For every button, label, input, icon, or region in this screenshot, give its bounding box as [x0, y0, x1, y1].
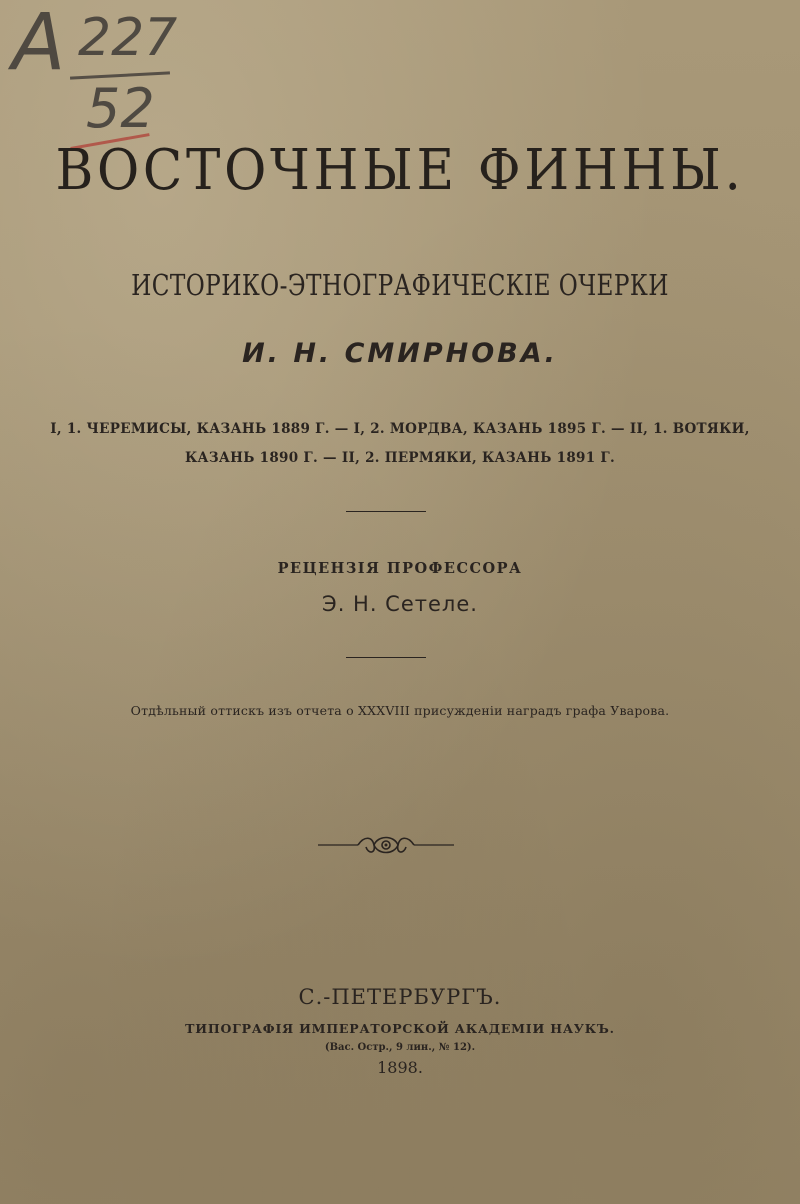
shelfmark-letter: A [12, 0, 66, 88]
ornament-flourish-icon [316, 832, 456, 858]
works-list-line-2: КАЗАНЬ 1890 Г. — II, 2. ПЕРМЯКИ, КАЗАНЬ 1891 Г. [184, 450, 616, 466]
shelfmark-denominator: 52 [86, 77, 155, 140]
shelfmark-numerator: 227 [78, 8, 178, 68]
divider-rule [346, 511, 426, 512]
imprint-address: (Вас. Остр., 9 лин., № 12). [324, 1042, 476, 1053]
book-subtitle: ИСТОРИКО-ЭТНОГРАФИЧЕСКІЕ ОЧЕРКИ [131, 268, 669, 302]
reviewer-name: Э. Н. Сетеле. [322, 592, 478, 616]
divider-rule [346, 657, 426, 658]
review-label: РЕЦЕНЗІЯ ПРОФЕССОРА [277, 560, 523, 577]
author-name: И. Н. СМИРНОВА. [242, 338, 558, 369]
book-title: ВОСТОЧНЫЕ ФИННЫ. [55, 138, 745, 203]
offprint-note: Отдѣльный оттискъ изъ отчета о XXXVIII присужденіи наградъ графа Уварова. [130, 703, 670, 718]
works-list-line-1: I, 1. ЧЕРЕМИСЫ, КАЗАНЬ 1889 Г. — I, 2. МОРДВА, КАЗАНЬ 1895 Г. — II, 1. ВОТЯКИ, [50, 421, 750, 437]
imprint-city: С.-ПЕТЕРБУРГЪ. [298, 985, 502, 1009]
handwritten-shelfmark [8, 0, 178, 154]
imprint-year: 1898. [377, 1058, 423, 1077]
imprint-press: ТИПОГРАФІЯ ИМПЕРАТОРСКОЙ АКАДЕМІИ НАУКЪ. [185, 1021, 615, 1036]
